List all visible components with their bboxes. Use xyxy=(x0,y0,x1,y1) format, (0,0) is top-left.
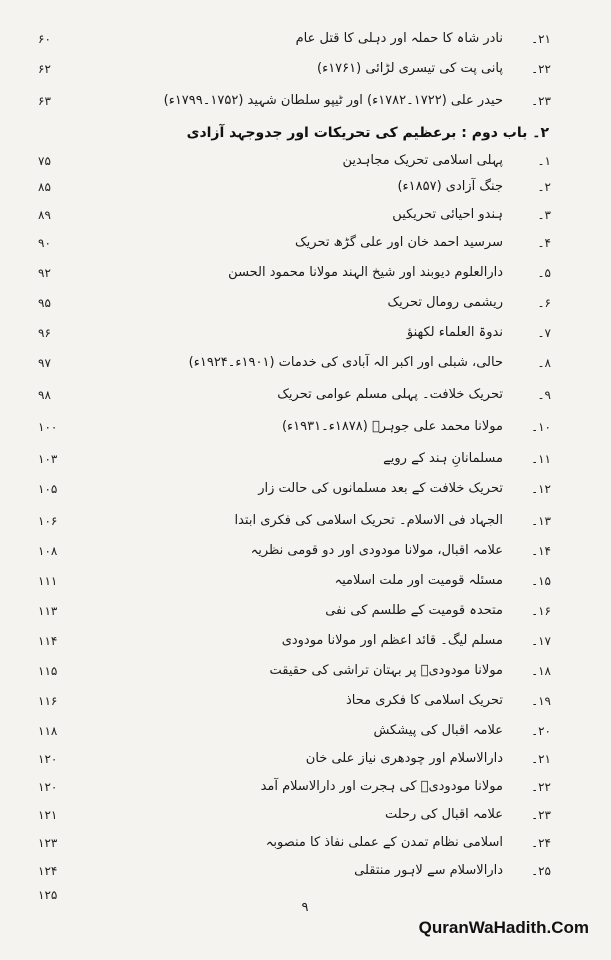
toc-row xyxy=(0,540,611,562)
chapter-heading: ۲۔ باب دوم : برعظیم کی تحریکات اور جدوجہد آزادی xyxy=(186,125,549,141)
toc-number: ۲۱۔ xyxy=(531,752,551,766)
toc-row xyxy=(0,570,611,592)
site-watermark: QuranWaHadith.Com xyxy=(418,918,589,937)
toc-number: ۱۱۔ xyxy=(531,452,551,466)
toc-row xyxy=(0,262,611,284)
chapter-heading-row xyxy=(0,122,611,144)
toc-page-number: ۸۹ xyxy=(38,208,51,222)
toc-number: ۴۔ xyxy=(537,236,551,250)
toc-title: الجہاد فی الاسلام۔ تحریک اسلامی کی فکری ابتدا xyxy=(234,513,503,528)
toc-number: ۵۔ xyxy=(537,266,551,280)
toc-title: حیدر علی (۱۷۲۲۔۱۷۸۲ء) اور ٹیپو سلطان شہید (۱۷۵۲۔۱۷۹۹ء) xyxy=(163,93,503,108)
toc-row xyxy=(0,860,611,882)
toc-row xyxy=(0,448,611,470)
toc-number: ۱۵۔ xyxy=(531,574,551,588)
toc-page-number: ۶۲ xyxy=(38,62,51,76)
toc-page-number: ۷۵ xyxy=(38,154,51,168)
toc-title: نادر شاہ کا حملہ اور دہلی کا قتل عام xyxy=(295,31,503,46)
toc-page-number: ۹۸ xyxy=(38,388,51,402)
toc-title: جنگ آزادی (۱۸۵۷ء) xyxy=(397,179,503,194)
toc-page-number: ۱۲۴ xyxy=(38,864,58,878)
toc-row xyxy=(0,630,611,652)
toc-page-number: ۱۱۵ xyxy=(38,664,58,678)
toc-row xyxy=(0,478,611,500)
toc-row xyxy=(0,416,611,438)
toc-row xyxy=(0,832,611,854)
toc-row xyxy=(0,292,611,314)
toc-title: ہندو احیائی تحریکیں xyxy=(392,207,503,222)
toc-row xyxy=(0,176,611,198)
toc-number: ۸۔ xyxy=(537,356,551,370)
toc-page-number: ۱۲۰ xyxy=(38,780,58,794)
toc-page-number: ۹۶ xyxy=(38,326,51,340)
toc-row xyxy=(0,720,611,742)
toc-row xyxy=(0,660,611,682)
toc-number: ۶۔ xyxy=(537,296,551,310)
toc-number: ۲۔ xyxy=(537,180,551,194)
toc-title: مولانا مودودیؒ پر بہتان تراشی کی حقیقت xyxy=(269,663,503,678)
toc-number: ۱۸۔ xyxy=(531,664,551,678)
toc-number: ۹۔ xyxy=(537,388,551,402)
toc-page-number: ۸۵ xyxy=(38,180,51,194)
toc-row xyxy=(0,510,611,532)
toc-title: دارالاسلام سے لاہور منتقلی xyxy=(354,863,503,878)
toc-number: ۲۴۔ xyxy=(531,836,551,850)
toc-row xyxy=(0,204,611,226)
toc-row xyxy=(0,232,611,254)
toc-row xyxy=(0,690,611,712)
toc-row xyxy=(0,352,611,374)
toc-number: ۲۱۔ xyxy=(531,32,551,46)
toc-title: مسلم لیگ۔ قائد اعظم اور مولانا مودودی xyxy=(281,633,503,648)
toc-number: ۲۰۔ xyxy=(531,724,551,738)
toc-title: اسلامی نظام تمدن کے عملی نفاذ کا منصوبہ xyxy=(265,835,503,850)
toc-number: ۱۔ xyxy=(537,154,551,168)
toc-page-number: ۱۲۳ xyxy=(38,836,58,850)
toc-row xyxy=(0,804,611,826)
toc-title: مسلمانانِ ہند کے رویے xyxy=(383,451,503,466)
toc-number: ۱۰۔ xyxy=(531,420,551,434)
toc-page-number: ۶۳ xyxy=(38,94,51,108)
toc-row xyxy=(0,600,611,622)
toc-title: ریشمی رومال تحریک xyxy=(387,295,503,310)
toc-row xyxy=(0,322,611,344)
toc-page-number: ۱۱۶ xyxy=(38,694,58,708)
toc-number: ۱۴۔ xyxy=(531,544,551,558)
toc-page-number: ۹۵ xyxy=(38,296,51,310)
toc-title: تحریک خلافت کے بعد مسلمانوں کی حالت زار xyxy=(258,481,503,496)
toc-title: مولانا مودودیؒ کی ہجرت اور دارالاسلام آمد xyxy=(260,779,503,794)
toc-number: ۲۲۔ xyxy=(531,62,551,76)
toc-number: ۱۳۔ xyxy=(531,514,551,528)
toc-number: ۲۳۔ xyxy=(531,808,551,822)
toc-row xyxy=(0,150,611,172)
toc-page-number: ۱۰۳ xyxy=(38,452,58,466)
toc-title: مسئلہ قومیت اور ملت اسلامیہ xyxy=(334,573,503,588)
toc-title: پہلی اسلامی تحریک مجاہدین xyxy=(342,153,503,168)
toc-page-number: ۹۷ xyxy=(38,356,51,370)
toc-number: ۲۲۔ xyxy=(531,780,551,794)
toc-title: علامہ اقبال، مولانا مودودی اور دو قومی نظریہ xyxy=(250,543,503,558)
toc-title: علامہ اقبال کی رحلت xyxy=(384,807,503,822)
toc-row xyxy=(0,776,611,798)
toc-number: ۱۹۔ xyxy=(531,694,551,708)
toc-row xyxy=(0,748,611,770)
toc-title: مولانا محمد علی جوہرؒ (۱۸۷۸ء۔۱۹۳۱ء) xyxy=(281,419,503,434)
toc-page-number: ۱۱۴ xyxy=(38,634,58,648)
toc-page-number: ۱۰۸ xyxy=(38,544,58,558)
toc-page-number: ۱۰۶ xyxy=(38,514,58,528)
toc-row xyxy=(0,58,611,80)
toc-number: ۷۔ xyxy=(537,326,551,340)
toc-title: ندوۃ العلماء لکھنؤ xyxy=(406,325,503,340)
toc-title: تحریک خلافت۔ پہلی مسلم عوامی تحریک xyxy=(277,387,503,402)
toc-page-number: ۱۱۸ xyxy=(38,724,58,738)
toc-row xyxy=(0,384,611,406)
toc-page-number: ۱۲۵ xyxy=(38,888,58,902)
toc-title: تحریک اسلامی کا فکری محاذ xyxy=(345,693,503,708)
toc-title: پانی پت کی تیسری لڑائی (۱۷۶۱ء) xyxy=(317,61,503,76)
toc-number: ۱۶۔ xyxy=(531,604,551,618)
toc-page-number: ۶۰ xyxy=(38,32,51,46)
footer-page-number: ۹ xyxy=(301,900,309,915)
toc-page-number: ۱۰۰ xyxy=(38,420,58,434)
toc-page-number: ۹۰ xyxy=(38,236,51,250)
toc-title: متحدہ قومیت کے طلسم کی نفی xyxy=(325,603,503,618)
toc-title: علامہ اقبال کی پیشکش xyxy=(373,723,503,738)
toc-page-number: ۹۲ xyxy=(38,266,51,280)
toc-number: ۲۵۔ xyxy=(531,864,551,878)
toc-page-number: ۱۰۵ xyxy=(38,482,58,496)
toc-page-number: ۱۱۱ xyxy=(38,574,58,588)
toc-page-number: ۱۱۳ xyxy=(38,604,58,618)
toc-title: دارالعلوم دیوبند اور شیخ الہند مولانا محمود الحسن xyxy=(228,265,503,280)
toc-row xyxy=(0,90,611,112)
toc-number: ۲۳۔ xyxy=(531,94,551,108)
toc-number: ۳۔ xyxy=(537,208,551,222)
toc-title: حالی، شبلی اور اکبر الہ آبادی کی خدمات (۱۹۰۱ء۔۱۹۲۴ء) xyxy=(188,355,503,370)
toc-number: ۱۲۔ xyxy=(531,482,551,496)
toc-page-number: ۱۲۱ xyxy=(38,808,58,822)
toc-row xyxy=(0,28,611,50)
toc-title: سرسید احمد خان اور علی گڑھ تحریک xyxy=(295,235,503,250)
toc-page-number: ۱۲۰ xyxy=(38,752,58,766)
toc-title: دارالاسلام اور چودھری نیاز علی خان xyxy=(305,751,503,766)
toc-number: ۱۷۔ xyxy=(531,634,551,648)
